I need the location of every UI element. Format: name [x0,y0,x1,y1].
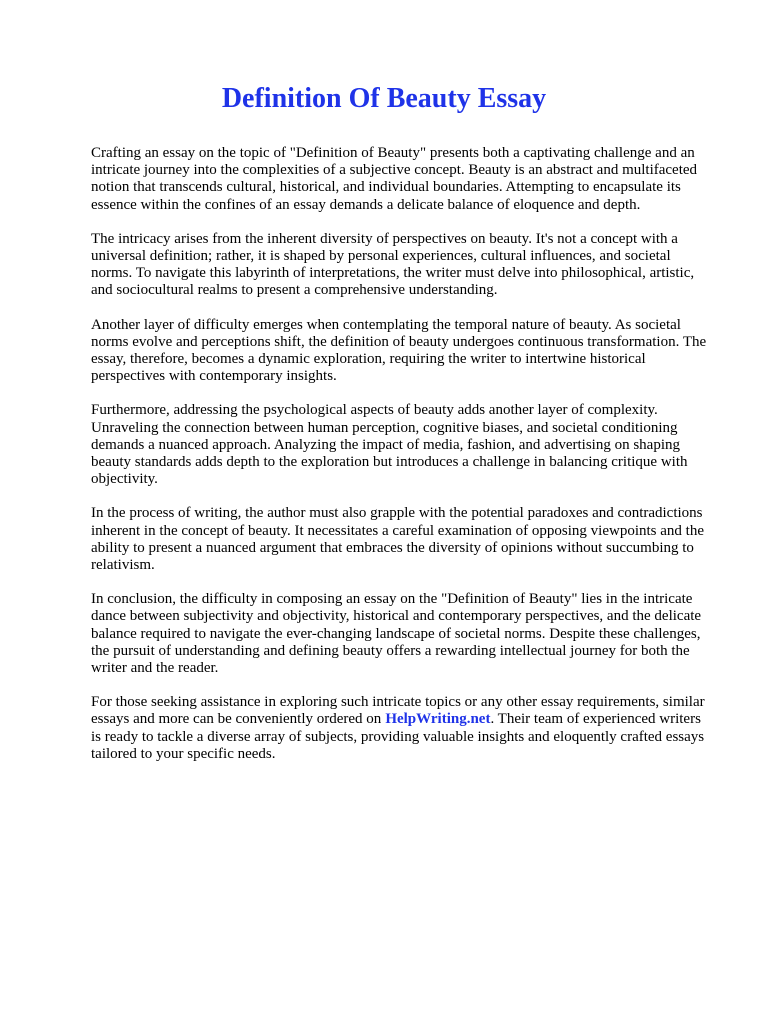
essay-body [91,145,712,763]
paragraph-4: Furthermore, addressing the psychological aspects of beauty adds another layer of complexity. Unraveling the connection between human perception, cognitive biases, and societal conditioning demands a nuanced approach. Analyzing the impact of media, fashion, and advertising on shaping beauty standards adds depth to the exploration but introduces a challenge in balancing critique with objectivity. [91,402,688,488]
paragraph-6: In conclusion, the difficulty in composing an essay on the "Definition of Beauty" lies in the intricate dance between subjectivity and objectivity, historical and contemporary perspectives, and the delicate balance required to navigate the ever-changing landscape of societal norms. Despite these challenges, the pursuit of understanding and defining beauty offers a rewarding intellectual journey for both the writer and the reader. [91,591,702,677]
paragraph-1: Crafting an essay on the topic of "Definition of Beauty" presents both a captivating challenge and an intricate journey into the complexities of a subjective concept. Beauty is an abstract and multifaceted notion that transcends cultural, historical, and individual boundaries. Attempting to encapsulate its essence within the confines of an essay demands a delicate balance of eloquence and depth. [91,145,698,213]
paragraph-5: In the process of writing, the author must also grapple with the potential paradoxes and contradictions inherent in the concept of beauty. It necessitates a careful examination of opposing viewpoints and the ability to present a nuanced argument that embraces the diversity of opinions without succumbing to relativism. [91,505,704,574]
paragraph-3: Another layer of difficulty emerges when contemplating the temporal nature of beauty. As societal norms evolve and perceptions shift, the definition of beauty undergoes continuous transformation. The essay, therefore, becomes a dynamic exploration, requiring the writer to intertwine historical perspectives with contemporary insights. [91,316,707,385]
page-title: Definition Of Beauty Essay [221,83,547,114]
closing-text-before-link: For those seeking assistance in exploring such intricate topics or any other essay requirements, similar essays and more can be conveniently ordered on [91,694,705,728]
paragraph-2: The intricacy arises from the inherent diversity of perspectives on beauty. It's not a concept with a universal definition; rather, it is shaped by personal experiences, cultural influences, and societal norms. To navigate this labyrinth of interpretations, the writer must delve into philosophical, artistic, and sociocultural realms to present a comprehensive understanding. [91,230,695,299]
closing-paragraph [91,694,712,763]
helpwriting-link[interactable]: HelpWriting.net [385,711,491,728]
closing-text-after-link: . Their team of experienced writers is ready to tackle a diverse array of subjects, providing valuable insights and eloquently crafted essays tailored to your specific needs. [91,711,705,762]
